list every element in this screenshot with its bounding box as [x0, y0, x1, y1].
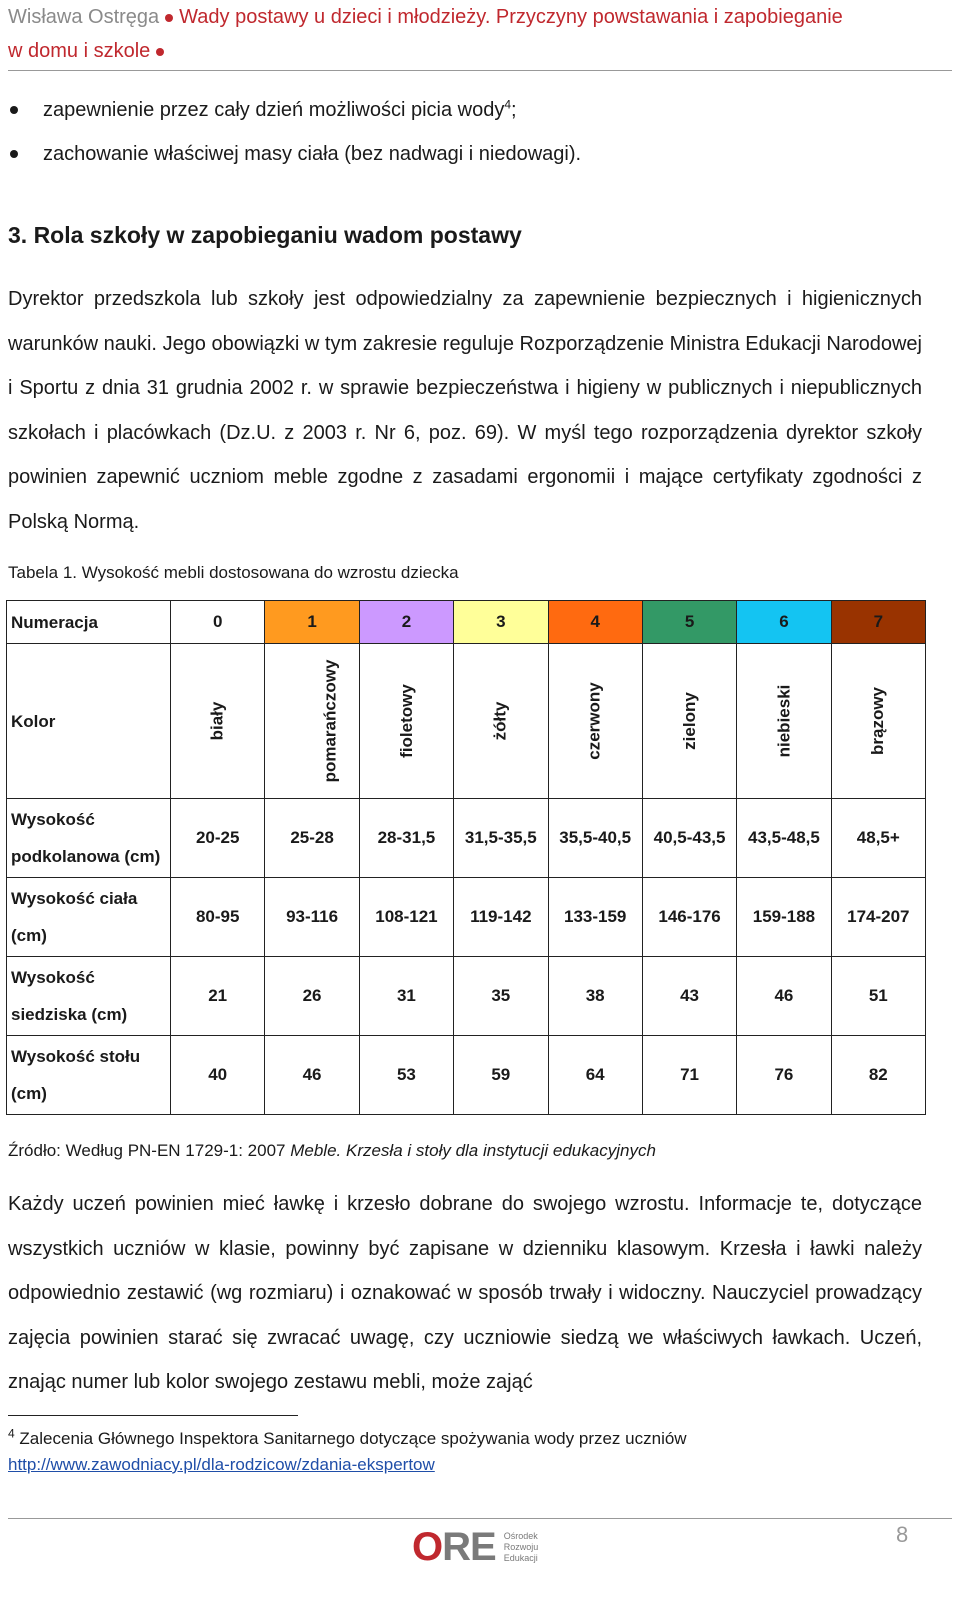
number-cell: 2 — [359, 601, 453, 644]
table-cell: 51 — [831, 957, 925, 1036]
header-author: Wisława Ostręga — [8, 6, 160, 28]
footnote-ref[interactable]: 4 — [504, 96, 512, 111]
bullet-icon — [10, 106, 18, 114]
bullet-text: zapewnienie przez cały dzień możliwości picia wody$^4$; — [43, 96, 517, 121]
table-cell: 46 — [265, 1036, 359, 1115]
table-cell: 82 — [831, 1036, 925, 1115]
header-divider — [8, 70, 952, 71]
table-cell: 38 — [548, 957, 642, 1036]
table-caption: Tabela 1. Wysokość mebli dostosowana do wzrostu dziecka — [8, 563, 459, 582]
row-label: Wysokość stołu (cm) — [7, 1036, 171, 1115]
color-cell — [359, 644, 453, 799]
color-name: żółty — [490, 701, 510, 741]
table-cell: 26 — [265, 957, 359, 1036]
table-cell: 71 — [642, 1036, 736, 1115]
table-cell: 31 — [359, 957, 453, 1036]
color-name: biały — [207, 701, 227, 741]
number-cell: 3 — [454, 601, 548, 644]
table-cell: 28-31,5 — [359, 799, 453, 878]
number-cell: 6 — [737, 601, 831, 644]
table-cell: 25-28 — [265, 799, 359, 878]
table-cell: 146-176 — [642, 878, 736, 957]
table-cell: 48,5+ — [831, 799, 925, 878]
footnote-text: Zalecenia Głównego Inspektora Sanitarnego dotyczące spożywania wody przez uczniów — [19, 1429, 687, 1448]
paragraph-1: Dyrektor przedszkola lub szkoły jest odpowiedzialny za zapewnienie bezpiecznych i higienicznych warunków nauki. Jego obowiązki w tym zakresie reguluje Rozporządzenie Ministra Edukacji Narodowej i Sportu z dnia 31 grudnia 2002 r. w sprawie bezpieczeństwa i higieny w publicznych i niepublicznych szkołach i placówkach (Dz.U. z 2003 r. Nr 6, poz. 69). W myśl tego rozporządzenia dyrektor szkoły powinien zapewnić uczniom meble zgodne z zasadami ergonomii i mające certyfikaty zgodności z Polską Normą. — [8, 288, 922, 533]
color-cell — [171, 644, 265, 799]
color-name: pomarańczowy — [320, 659, 340, 783]
footnote-marker: 4 — [8, 1426, 15, 1441]
logo-subtitle: Ośrodek Rozwoju Edukacji — [503, 1530, 539, 1563]
table-cell: 35 — [454, 957, 548, 1036]
color-name: brązowy — [868, 686, 888, 756]
color-cell — [831, 644, 925, 799]
table-cell: 53 — [359, 1036, 453, 1115]
footnote-divider — [8, 1415, 298, 1416]
table-row — [7, 799, 926, 878]
row-label: Wysokość ciała (cm) — [7, 878, 171, 957]
furniture-size-table — [6, 600, 926, 1115]
table-cell: 43 — [642, 957, 736, 1036]
color-cell — [265, 644, 359, 799]
table-cell: 21 — [171, 957, 265, 1036]
number-cell: 7 — [831, 601, 925, 644]
table-cell: 40 — [171, 1036, 265, 1115]
table-row-numeracja — [7, 601, 926, 644]
paragraph-2: Każdy uczeń powinien mieć ławkę i krzesło dobrane do swojego wzrostu. Informacje te, dotyczące wszystkich uczniów w klasie, powinny być zapisane w dzienniku klasowym. Krzesła i ławki należy odpowiednio zestawić (wg rozmiaru) i oznakować w sposób trwały i widoczny. Nauczyciel prowadzący zajęcia powinien starać się zwracać uwagę, czy uczniowie siedzą we właściwych ławkach. Uczeń, znając numer lub kolor swojego zestawu mebli, może zająć — [8, 1193, 922, 1393]
table-cell: 59 — [454, 1036, 548, 1115]
list-item — [8, 132, 952, 176]
table-cell: 46 — [737, 957, 831, 1036]
table-row — [7, 957, 926, 1036]
color-name: zielony — [679, 692, 699, 750]
table-cell: 40,5-43,5 — [642, 799, 736, 878]
number-cell: 0 — [171, 601, 265, 644]
separator-dot-icon — [156, 48, 164, 56]
footnote-link[interactable]: http://www.zawodniacy.pl/dla-rodzicow/zdania-ekspertow — [8, 1455, 435, 1474]
table-cell: 20-25 — [171, 799, 265, 878]
row-label: Wysokość podkolanowa (cm) — [7, 799, 171, 878]
bullet-icon — [10, 150, 18, 158]
page-header — [8, 0, 952, 68]
table-cell: 35,5-40,5 — [548, 799, 642, 878]
page-number: 8 — [896, 1522, 909, 1547]
color-cell — [548, 644, 642, 799]
table-cell: 108-121 — [359, 878, 453, 957]
table-row-kolor — [7, 644, 926, 799]
table-cell: 119-142 — [454, 878, 548, 957]
color-cell — [737, 644, 831, 799]
table-cell: 31,5-35,5 — [454, 799, 548, 878]
row-label: Wysokość siedziska (cm) — [7, 957, 171, 1036]
section-heading: 3. Rola szkoły w zapobieganiu wadom postawy — [8, 222, 522, 248]
footnote — [8, 1426, 687, 1478]
bullet-text: zachowanie właściwej masy ciała (bez nadwagi i niedowagi). — [43, 142, 582, 165]
table-source: Źródło: Według PN-EN 1729-1: 2007 Meble. Krzesła i stoły dla instytucji edukacyjnych — [8, 1141, 656, 1160]
row-label: Kolor — [7, 644, 171, 799]
table-row — [7, 1036, 926, 1115]
table-cell: 159-188 — [737, 878, 831, 957]
table-cell: 64 — [548, 1036, 642, 1115]
list-item — [8, 88, 952, 132]
color-cell — [642, 644, 736, 799]
source-title: Meble. Krzesła i stoły dla instytucji edukacyjnych — [290, 1141, 656, 1160]
header-title-line2: w domu i szkole — [8, 40, 151, 62]
table-cell: 43,5-48,5 — [737, 799, 831, 878]
number-cell: 1 — [265, 601, 359, 644]
separator-dot-icon — [165, 14, 173, 22]
number-cell: 5 — [642, 601, 736, 644]
table-cell: 174-207 — [831, 878, 925, 957]
row-label: Numeracja — [7, 601, 171, 644]
footer-divider — [8, 1518, 952, 1519]
number-cell: 4 — [548, 601, 642, 644]
table-cell: 133-159 — [548, 878, 642, 957]
color-name: fioletowy — [396, 684, 416, 758]
bullet-list — [8, 88, 952, 176]
color-cell — [454, 644, 548, 799]
table-cell: 93-116 — [265, 878, 359, 957]
header-title-line1: Wady postawy u dzieci i młodzieży. Przyczyny powstawania i zapobieganie — [179, 6, 843, 28]
ore-logo — [412, 1524, 539, 1569]
logo-wordmark: ORE — [412, 1524, 496, 1569]
table-cell: 76 — [737, 1036, 831, 1115]
color-name: czerwony — [585, 682, 605, 760]
color-name: niebieski — [773, 684, 793, 758]
table-cell: 80-95 — [171, 878, 265, 957]
table-row — [7, 878, 926, 957]
